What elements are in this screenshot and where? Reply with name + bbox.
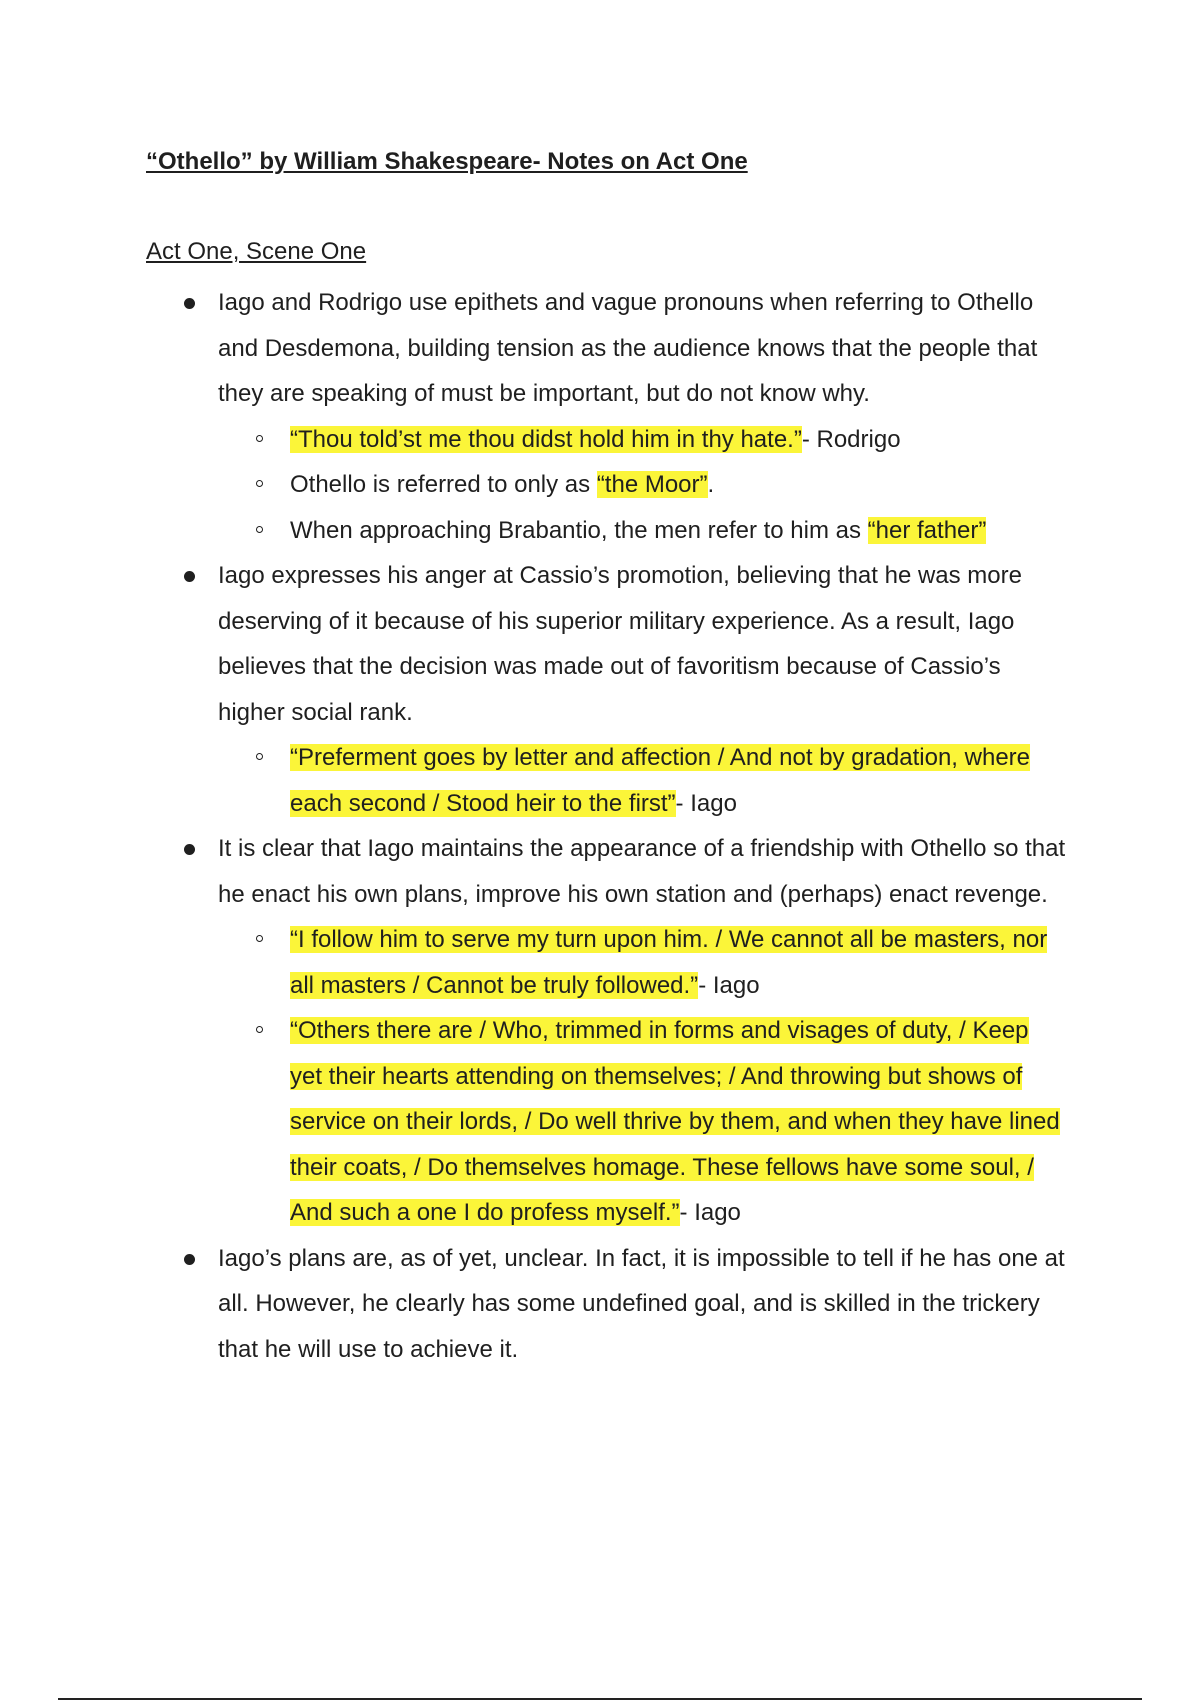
bullet-text: It is clear that Iago maintains the appearance of a friendship with Othello so that he enact his own plans, improve his own station and (perhaps) enact revenge. [218,835,1066,908]
circle-bullet-icon [256,480,263,487]
circle-bullet-icon [256,1026,263,1033]
highlighted-quote: “Preferment goes by letter and affection / And not by gradation, where each second / Stood heir to the first” [290,744,1031,817]
sub-bullet-item [218,462,1066,508]
bullet-dot-icon [184,298,195,309]
bullet-text: Iago’s plans are, as of yet, unclear. In fact, it is impossible to tell if he has one at all. However, he clearly has some undefined goal, and is skilled in the trickery that he will use to achieve it. [218,1244,1065,1363]
bullet-dot-icon [184,571,195,582]
bullet-item [146,280,1066,553]
sub-bullet-text: Othello is referred to only as [290,471,597,498]
bullet-item [146,1236,1066,1373]
quote-attribution: . [707,471,715,498]
bullet-dot-icon [184,844,195,855]
quote-attribution: - Rodrigo [801,425,901,453]
sub-list [218,417,1066,554]
highlighted-quote: “Thou told’st me thou didst hold him in thy hate.” [290,425,802,453]
bullet-item [146,826,1066,1236]
quote-attribution: - Iago [679,1199,741,1226]
bullet-text: Iago and Rodrigo use epithets and vague pronouns when referring to Othello and Desdemona, building tension as the audience knows that the people that they are speaking of must be important, but do not know why. [218,289,1038,407]
sub-bullet-item [218,1008,1066,1236]
sub-list [218,917,1066,1236]
circle-bullet-icon [256,935,263,942]
bullet-text: Iago expresses his anger at Cassio’s promotion, believing that he was more deserving of it because of his superior military experience. As a result, Iago believes that the decision was made out of favoritism because of Cassio’s higher social rank. [218,562,1022,726]
quote-attribution: - Iago [675,789,737,817]
sub-bullet-item [218,508,1066,554]
section-heading: Act One, Scene One [146,238,367,265]
bullet-item [146,553,1066,826]
sub-bullet-item [218,735,1066,826]
sub-list [218,735,1066,826]
sub-bullet-item [218,917,1066,1008]
quote-attribution: - Iago [698,971,760,999]
highlighted-quote: “I follow him to serve my turn upon him. / We cannot all be masters, nor all masters / Cannot be truly followed.” [290,926,1048,999]
sub-bullet-text: When approaching Brabantio, the men refer to him as [290,516,868,544]
bullet-dot-icon [184,1254,195,1265]
sub-bullet-item [218,417,1066,463]
document-title: “Othello” by William Shakespeare- Notes on Act One [146,148,748,175]
circle-bullet-icon [256,435,263,442]
highlighted-quote: “her father” [867,516,987,544]
circle-bullet-icon [256,526,263,533]
circle-bullet-icon [256,753,263,760]
highlighted-quote: “the Moor” [596,471,708,498]
highlighted-quote: “Others there are / Who, trimmed in forms and visages of duty, / Keep yet their hearts attending on themselves; / And throwing but shows of service on their lords, / Do well thrive by them, and when they have lined their coats, / Do themselves homage. These fellows have some soul, / And such a one I do profess myself.” [290,1017,1060,1226]
notes-list [146,280,1066,1372]
